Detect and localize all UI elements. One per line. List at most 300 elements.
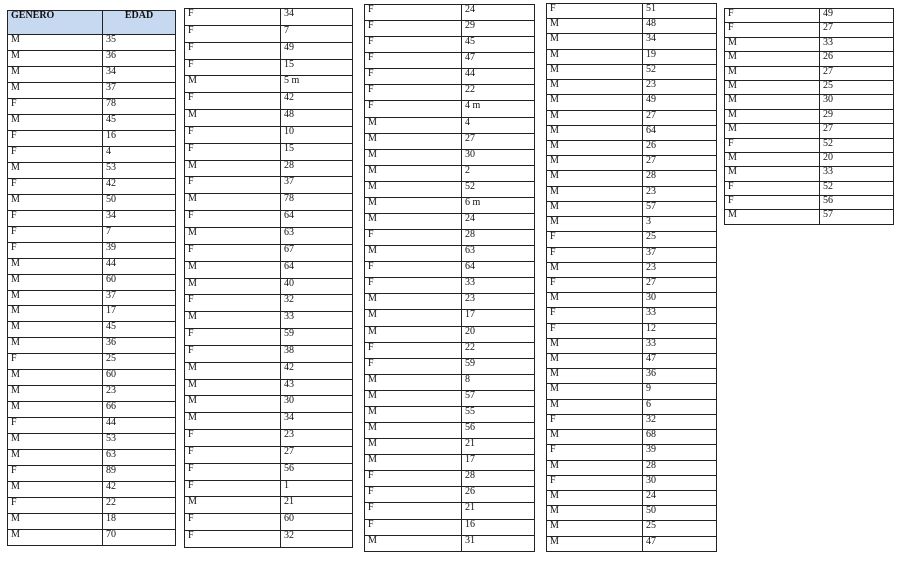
gender-cell: M bbox=[547, 95, 643, 110]
gender-cell: M bbox=[725, 80, 820, 94]
gender-cell: F bbox=[365, 69, 462, 85]
table-row bbox=[725, 80, 894, 94]
gender-cell: F bbox=[725, 138, 820, 152]
table-row bbox=[725, 52, 894, 66]
age-cell: 15 bbox=[281, 59, 353, 76]
age-cell: 26 bbox=[462, 487, 535, 503]
age-cell: 60 bbox=[103, 370, 176, 386]
table-row bbox=[365, 181, 535, 197]
gender-cell: M bbox=[547, 171, 643, 186]
age-cell: 31 bbox=[462, 535, 535, 551]
table-row bbox=[8, 482, 176, 498]
gender-cell: F bbox=[185, 244, 281, 261]
table-row bbox=[185, 227, 353, 244]
gender-cell: M bbox=[365, 374, 462, 390]
table-row bbox=[185, 93, 353, 110]
gender-cell: M bbox=[725, 37, 820, 51]
age-cell: 45 bbox=[462, 37, 535, 53]
table-row bbox=[365, 342, 535, 358]
table-row bbox=[547, 140, 717, 155]
age-cell: 24 bbox=[462, 214, 535, 230]
age-cell: 4 bbox=[462, 117, 535, 133]
table-row bbox=[725, 66, 894, 80]
age-cell: 3 bbox=[643, 217, 717, 232]
table-row bbox=[547, 49, 717, 64]
gender-cell: F bbox=[725, 181, 820, 195]
age-cell: 57 bbox=[462, 390, 535, 406]
table-row bbox=[8, 50, 176, 66]
gender-cell: M bbox=[8, 338, 103, 354]
age-cell: 37 bbox=[103, 82, 176, 98]
table-row bbox=[547, 186, 717, 201]
gender-cell: M bbox=[547, 384, 643, 399]
table-row bbox=[185, 480, 353, 497]
table-row bbox=[185, 177, 353, 194]
table-row bbox=[547, 430, 717, 445]
gender-cell: M bbox=[365, 423, 462, 439]
age-cell: 19 bbox=[643, 49, 717, 64]
table-row bbox=[8, 370, 176, 386]
table-row bbox=[365, 519, 535, 535]
age-cell: 78 bbox=[281, 194, 353, 211]
gender-cell: M bbox=[185, 396, 281, 413]
gender-cell: M bbox=[185, 413, 281, 430]
gender-cell: F bbox=[185, 177, 281, 194]
gender-cell: M bbox=[547, 536, 643, 551]
age-cell: 32 bbox=[643, 414, 717, 429]
gender-cell: F bbox=[8, 210, 103, 226]
age-cell: 27 bbox=[820, 23, 894, 37]
age-cell: 12 bbox=[643, 323, 717, 338]
table-row bbox=[185, 379, 353, 396]
gender-cell: M bbox=[8, 482, 103, 498]
gender-cell: M bbox=[365, 117, 462, 133]
gender-cell: M bbox=[547, 64, 643, 79]
gender-cell: M bbox=[365, 439, 462, 455]
gender-cell: F bbox=[185, 446, 281, 463]
gender-cell: M bbox=[365, 165, 462, 181]
gender-cell: F bbox=[185, 514, 281, 531]
gender-cell: F bbox=[185, 345, 281, 362]
age-cell: 4 bbox=[103, 146, 176, 162]
gender-cell: F bbox=[547, 475, 643, 490]
gender-cell: M bbox=[547, 262, 643, 277]
table-row bbox=[365, 535, 535, 551]
age-cell: 52 bbox=[643, 64, 717, 79]
gender-cell: F bbox=[365, 503, 462, 519]
table-row bbox=[365, 37, 535, 53]
gender-cell: M bbox=[547, 369, 643, 384]
age-cell: 42 bbox=[103, 482, 176, 498]
table-row bbox=[547, 80, 717, 95]
age-cell: 9 bbox=[643, 384, 717, 399]
age-cell: 50 bbox=[643, 506, 717, 521]
age-cell: 32 bbox=[281, 295, 353, 312]
table-row bbox=[547, 4, 717, 19]
age-cell: 42 bbox=[281, 362, 353, 379]
age-cell: 52 bbox=[820, 138, 894, 152]
table-row bbox=[8, 466, 176, 482]
table-row bbox=[185, 143, 353, 160]
gender-cell: M bbox=[547, 506, 643, 521]
gender-cell: M bbox=[365, 197, 462, 213]
gender-cell: F bbox=[725, 196, 820, 210]
gender-cell: F bbox=[185, 9, 281, 26]
table-row bbox=[185, 531, 353, 548]
gender-cell: F bbox=[365, 53, 462, 69]
gender-cell: M bbox=[8, 322, 103, 338]
gender-cell: M bbox=[725, 95, 820, 109]
table-row bbox=[365, 149, 535, 165]
gender-cell: M bbox=[8, 434, 103, 450]
age-cell: 22 bbox=[103, 498, 176, 514]
gender-cell: M bbox=[8, 274, 103, 290]
age-cell: 57 bbox=[820, 210, 894, 225]
table-row bbox=[185, 9, 353, 26]
age-cell: 20 bbox=[462, 326, 535, 342]
gender-cell: M bbox=[547, 354, 643, 369]
table-row bbox=[185, 278, 353, 295]
age-cell: 22 bbox=[462, 342, 535, 358]
age-cell: 34 bbox=[643, 34, 717, 49]
data-table-5 bbox=[724, 8, 894, 225]
age-cell: 56 bbox=[462, 423, 535, 439]
table-row bbox=[365, 5, 535, 21]
table-row bbox=[8, 162, 176, 178]
age-cell: 27 bbox=[643, 277, 717, 292]
table-row bbox=[547, 277, 717, 292]
gender-cell: M bbox=[365, 181, 462, 197]
gender-cell: F bbox=[547, 323, 643, 338]
age-cell: 7 bbox=[103, 226, 176, 242]
table-row bbox=[8, 226, 176, 242]
gender-cell: F bbox=[547, 4, 643, 19]
edad-header: EDAD bbox=[103, 11, 176, 35]
age-cell: 23 bbox=[643, 262, 717, 277]
table-row bbox=[365, 487, 535, 503]
age-cell: 29 bbox=[462, 21, 535, 37]
table-row bbox=[185, 463, 353, 480]
table-row bbox=[365, 246, 535, 262]
age-cell: 17 bbox=[462, 310, 535, 326]
table-row bbox=[8, 418, 176, 434]
gender-cell: M bbox=[365, 310, 462, 326]
gender-cell: F bbox=[365, 342, 462, 358]
header-row bbox=[8, 11, 176, 35]
age-cell: 48 bbox=[643, 19, 717, 34]
table-row bbox=[725, 181, 894, 195]
age-cell: 23 bbox=[281, 430, 353, 447]
table-row bbox=[365, 294, 535, 310]
age-cell: 59 bbox=[462, 358, 535, 374]
gender-cell: M bbox=[365, 294, 462, 310]
table-row bbox=[8, 130, 176, 146]
age-cell: 21 bbox=[281, 497, 353, 514]
age-cell: 26 bbox=[820, 52, 894, 66]
table-row bbox=[547, 262, 717, 277]
table-row bbox=[365, 197, 535, 213]
gender-cell: F bbox=[547, 247, 643, 262]
table-row bbox=[547, 536, 717, 551]
gender-cell: F bbox=[8, 354, 103, 370]
table-row bbox=[365, 439, 535, 455]
gender-cell: M bbox=[547, 521, 643, 536]
age-cell: 35 bbox=[103, 35, 176, 51]
gender-cell: M bbox=[185, 194, 281, 211]
age-cell: 16 bbox=[103, 130, 176, 146]
gender-cell: F bbox=[547, 232, 643, 247]
table-row bbox=[185, 362, 353, 379]
age-cell: 39 bbox=[103, 242, 176, 258]
age-cell: 33 bbox=[820, 37, 894, 51]
table-row bbox=[365, 21, 535, 37]
age-cell: 36 bbox=[103, 338, 176, 354]
age-cell: 24 bbox=[643, 491, 717, 506]
table-row bbox=[725, 109, 894, 123]
age-cell: 25 bbox=[643, 232, 717, 247]
age-cell: 27 bbox=[643, 110, 717, 125]
table-row bbox=[185, 244, 353, 261]
table-row bbox=[547, 247, 717, 262]
age-cell: 68 bbox=[643, 430, 717, 445]
table-row bbox=[185, 194, 353, 211]
table-row bbox=[8, 290, 176, 306]
gender-cell: F bbox=[8, 242, 103, 258]
age-cell: 44 bbox=[103, 418, 176, 434]
gender-cell: M bbox=[8, 450, 103, 466]
gender-cell: M bbox=[365, 246, 462, 262]
gender-cell: M bbox=[8, 514, 103, 530]
gender-cell: F bbox=[365, 101, 462, 117]
table-row bbox=[185, 329, 353, 346]
age-cell: 63 bbox=[103, 450, 176, 466]
age-cell: 21 bbox=[462, 503, 535, 519]
table-row bbox=[365, 165, 535, 181]
gender-cell: M bbox=[547, 125, 643, 140]
table-row bbox=[547, 354, 717, 369]
table-row bbox=[8, 82, 176, 98]
age-cell: 63 bbox=[462, 246, 535, 262]
gender-cell: F bbox=[365, 278, 462, 294]
table-row bbox=[365, 85, 535, 101]
age-cell: 36 bbox=[643, 369, 717, 384]
gender-cell: M bbox=[8, 82, 103, 98]
table-row bbox=[365, 310, 535, 326]
gender-cell: M bbox=[185, 497, 281, 514]
age-cell: 25 bbox=[643, 521, 717, 536]
gender-cell: F bbox=[185, 42, 281, 59]
age-cell: 34 bbox=[281, 9, 353, 26]
table-row bbox=[185, 25, 353, 42]
table-row bbox=[8, 498, 176, 514]
table-row bbox=[365, 406, 535, 422]
table-row bbox=[547, 19, 717, 34]
table-row bbox=[547, 232, 717, 247]
data-table-1 bbox=[7, 10, 176, 546]
age-cell: 25 bbox=[820, 80, 894, 94]
table-row bbox=[725, 167, 894, 181]
age-cell: 27 bbox=[820, 124, 894, 138]
gender-cell: M bbox=[8, 370, 103, 386]
gender-cell: M bbox=[365, 406, 462, 422]
data-table-2 bbox=[184, 8, 353, 548]
gender-cell: F bbox=[185, 295, 281, 312]
age-cell: 30 bbox=[643, 293, 717, 308]
age-cell: 47 bbox=[643, 536, 717, 551]
age-cell: 26 bbox=[643, 140, 717, 155]
age-cell: 60 bbox=[281, 514, 353, 531]
table-row bbox=[365, 423, 535, 439]
age-cell: 33 bbox=[820, 167, 894, 181]
age-cell: 18 bbox=[103, 514, 176, 530]
gender-cell: F bbox=[185, 143, 281, 160]
age-cell: 6 bbox=[643, 399, 717, 414]
age-cell: 16 bbox=[462, 519, 535, 535]
gender-cell: M bbox=[725, 152, 820, 166]
table-row bbox=[547, 445, 717, 460]
age-cell: 64 bbox=[643, 125, 717, 140]
gender-cell: M bbox=[365, 455, 462, 471]
age-cell: 25 bbox=[103, 354, 176, 370]
table-row bbox=[8, 194, 176, 210]
age-cell: 23 bbox=[462, 294, 535, 310]
age-cell: 39 bbox=[643, 445, 717, 460]
table-row bbox=[725, 95, 894, 109]
table-row bbox=[8, 146, 176, 162]
table-row bbox=[185, 446, 353, 463]
gender-cell: F bbox=[547, 308, 643, 323]
table-row bbox=[8, 98, 176, 114]
age-cell: 50 bbox=[103, 194, 176, 210]
table-row bbox=[365, 374, 535, 390]
age-cell: 49 bbox=[643, 95, 717, 110]
table-row bbox=[547, 95, 717, 110]
table-row bbox=[365, 358, 535, 374]
age-cell: 17 bbox=[103, 306, 176, 322]
gender-cell: F bbox=[365, 37, 462, 53]
age-cell: 27 bbox=[820, 66, 894, 80]
table-row bbox=[547, 293, 717, 308]
gender-cell: M bbox=[725, 66, 820, 80]
gender-cell: F bbox=[8, 98, 103, 114]
gender-cell: M bbox=[547, 338, 643, 353]
table-row bbox=[185, 312, 353, 329]
table-row bbox=[547, 323, 717, 338]
table-row bbox=[547, 201, 717, 216]
table-row bbox=[725, 9, 894, 23]
gender-cell: M bbox=[185, 379, 281, 396]
age-cell: 55 bbox=[462, 406, 535, 422]
age-cell: 28 bbox=[643, 171, 717, 186]
age-cell: 30 bbox=[462, 149, 535, 165]
table-row bbox=[8, 274, 176, 290]
gender-cell: M bbox=[547, 110, 643, 125]
gender-cell: F bbox=[185, 126, 281, 143]
gender-cell: M bbox=[547, 293, 643, 308]
gender-cell: M bbox=[365, 149, 462, 165]
table-row bbox=[185, 497, 353, 514]
table-row bbox=[547, 521, 717, 536]
table-row bbox=[8, 434, 176, 450]
gender-cell: M bbox=[185, 278, 281, 295]
gender-cell: M bbox=[547, 156, 643, 171]
age-cell: 56 bbox=[281, 463, 353, 480]
gender-cell: M bbox=[725, 52, 820, 66]
gender-cell: M bbox=[547, 217, 643, 232]
gender-cell: F bbox=[185, 531, 281, 548]
gender-cell: F bbox=[8, 418, 103, 434]
gender-cell: M bbox=[547, 80, 643, 95]
table-row bbox=[8, 35, 176, 51]
data-table-4 bbox=[546, 3, 717, 552]
gender-cell: M bbox=[725, 109, 820, 123]
age-cell: 40 bbox=[281, 278, 353, 295]
gender-cell: M bbox=[547, 140, 643, 155]
age-cell: 70 bbox=[103, 530, 176, 546]
age-cell: 30 bbox=[820, 95, 894, 109]
table-row bbox=[365, 503, 535, 519]
gender-cell: F bbox=[185, 93, 281, 110]
age-cell: 47 bbox=[462, 53, 535, 69]
table-row bbox=[547, 217, 717, 232]
gender-cell: F bbox=[725, 9, 820, 23]
gender-cell: M bbox=[365, 390, 462, 406]
age-cell: 34 bbox=[103, 66, 176, 82]
age-cell: 42 bbox=[103, 178, 176, 194]
gender-cell: M bbox=[8, 50, 103, 66]
age-cell: 30 bbox=[643, 475, 717, 490]
table-row bbox=[365, 117, 535, 133]
age-cell: 44 bbox=[103, 258, 176, 274]
age-cell: 22 bbox=[462, 85, 535, 101]
age-cell: 49 bbox=[281, 42, 353, 59]
age-cell: 59 bbox=[281, 329, 353, 346]
gender-cell: M bbox=[185, 110, 281, 127]
age-cell: 24 bbox=[462, 5, 535, 21]
age-cell: 21 bbox=[462, 439, 535, 455]
age-cell: 66 bbox=[103, 402, 176, 418]
gender-cell: F bbox=[365, 85, 462, 101]
age-cell: 5 m bbox=[281, 76, 353, 93]
gender-cell: F bbox=[185, 211, 281, 228]
age-cell: 4 m bbox=[462, 101, 535, 117]
table-row bbox=[185, 160, 353, 177]
gender-cell: M bbox=[547, 186, 643, 201]
age-cell: 43 bbox=[281, 379, 353, 396]
gender-cell: F bbox=[365, 471, 462, 487]
age-cell: 33 bbox=[643, 338, 717, 353]
table-row bbox=[365, 133, 535, 149]
gender-cell: F bbox=[185, 463, 281, 480]
gender-cell: F bbox=[365, 358, 462, 374]
data-table-3 bbox=[364, 4, 535, 552]
table-row bbox=[547, 460, 717, 475]
gender-cell: F bbox=[8, 130, 103, 146]
table-row bbox=[547, 475, 717, 490]
age-cell: 34 bbox=[103, 210, 176, 226]
gender-cell: M bbox=[8, 114, 103, 130]
gender-cell: F bbox=[365, 262, 462, 278]
age-cell: 32 bbox=[281, 531, 353, 548]
table-row bbox=[8, 210, 176, 226]
table-row bbox=[725, 210, 894, 225]
age-cell: 52 bbox=[462, 181, 535, 197]
age-cell: 64 bbox=[281, 211, 353, 228]
gender-cell: M bbox=[8, 290, 103, 306]
age-cell: 28 bbox=[462, 471, 535, 487]
age-cell: 20 bbox=[820, 152, 894, 166]
gender-cell: M bbox=[365, 214, 462, 230]
